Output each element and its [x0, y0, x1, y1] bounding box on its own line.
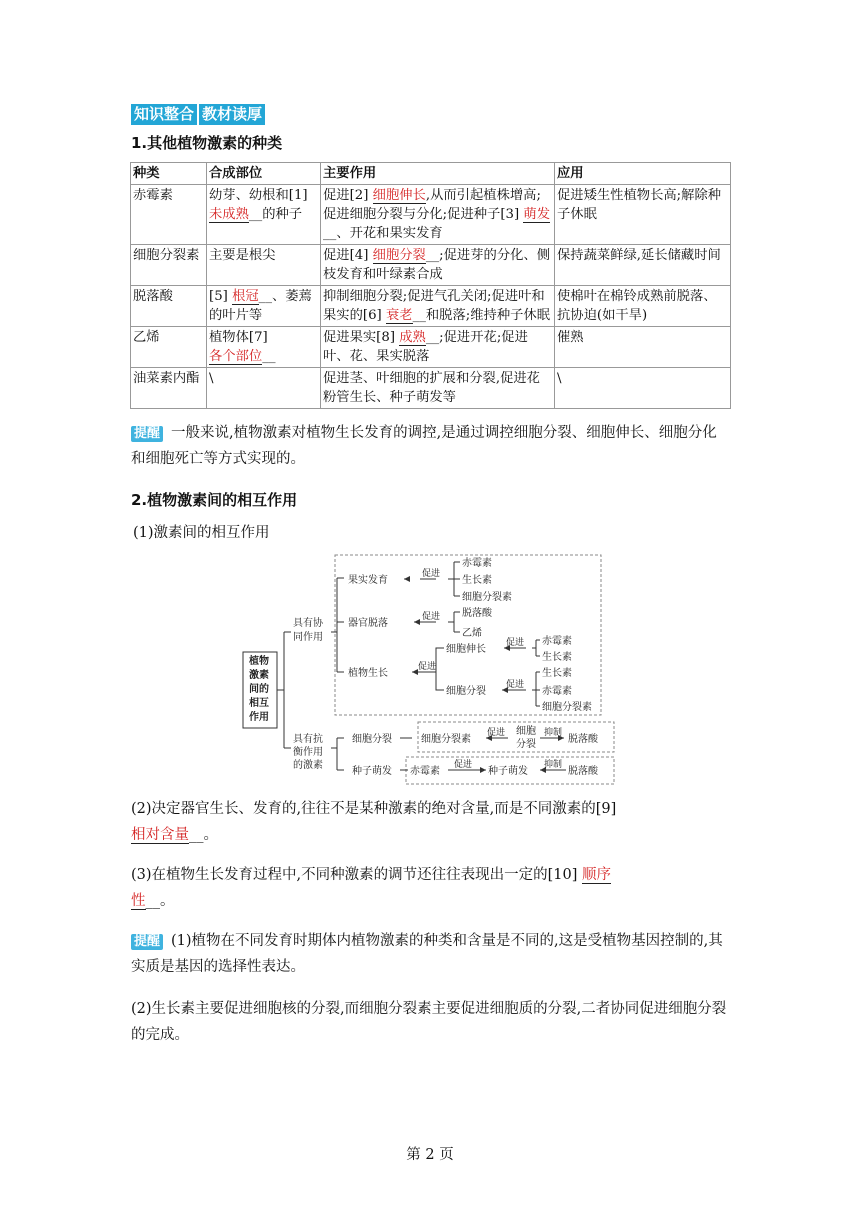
hormone-node: 生长素 — [462, 575, 492, 586]
answer-blank: 细胞分裂 — [372, 248, 426, 263]
header-cell: 主要作用 — [321, 163, 555, 185]
answer-blank: 成熟 — [399, 330, 426, 345]
function-cell: 促进果实[8] 成熟__;促进开花;促进叶、花、果实脱落 — [321, 327, 555, 368]
function-cell: 促进[2] 细胞伸长,从而引起植株增高;促进细胞分裂与分化;促进种子[3] 萌发__、开花和果实发育 — [321, 185, 555, 245]
hormone-node: 赤霉素 — [410, 766, 440, 777]
application-cell: 使棉叶在棉铃成熟前脱落、抗协迫(如干旱) — [555, 286, 731, 327]
paragraph-3: (3)在植物生长发育过程中,不同种激素的调节还往往表现出一定的[10] 顺序 性__。 — [131, 867, 612, 909]
kind-cell: 乙烯 — [131, 327, 207, 368]
application-cell: 催熟 — [555, 327, 731, 368]
application-cell: 促进矮生性植物长高;解除种子休眠 — [555, 185, 731, 245]
hormone-node: 细胞分裂素 — [421, 734, 471, 745]
function-cell: 抑制细胞分裂;促进气孔关闭;促进叶和果实的[6] 衰老__和脱落;维持种子休眠 — [321, 286, 555, 327]
kind-cell: 油菜素内酯 — [131, 368, 207, 409]
promote-label: 促进 — [454, 760, 473, 770]
tip-badge: 提醒 — [131, 934, 163, 950]
organ-node: 器官脱落 — [348, 618, 388, 629]
application-cell: 保持蔬菜鲜绿,延长储藏时间 — [555, 245, 731, 286]
subsection-1: (1)激素间的相互作用 — [133, 525, 270, 541]
table-row — [131, 245, 731, 286]
answer-blank: 根冠 — [232, 289, 259, 304]
hormone-node: 赤霉素 — [542, 686, 572, 697]
promote-label: 促进 — [422, 569, 441, 579]
antagonism-label: 衡作用 — [293, 747, 323, 758]
seed-center: 种子萌发 — [488, 766, 528, 777]
answer-blank: 衰老 — [385, 308, 413, 323]
tag-textbook: 教材读厚 — [199, 104, 265, 125]
tip-badge: 提醒 — [131, 426, 163, 442]
growth-node: 植物生长 — [348, 668, 388, 679]
site-cell: [5] 根冠__、萎蔫的叶片等 — [207, 286, 321, 327]
header-cell: 应用 — [555, 163, 731, 185]
function-cell: 促进[4] 细胞分裂__;促进芽的分化、侧枝发育和叶绿素合成 — [321, 245, 555, 286]
tip1-text: 一般来说,植物激素对植物生长发育的调控,是通过调控细胞分裂、细胞伸长、细胞分化和细胞死亡等方式实现的。 — [131, 425, 717, 467]
answer-blank: 未成熟 — [209, 207, 249, 222]
division-node: 细胞分裂 — [446, 686, 486, 697]
cell-division-center: 细胞 — [516, 726, 536, 737]
hormone-node: 赤霉素 — [462, 558, 492, 569]
tip2-paragraph-2 — [131, 996, 731, 1048]
hormone-node: 乙烯 — [462, 628, 482, 639]
table-row — [131, 286, 731, 327]
hormone-node: 细胞分裂素 — [462, 592, 512, 603]
antagonism-label: 的激素 — [293, 760, 323, 771]
hormone-table — [130, 162, 731, 409]
tag-knowledge: 知识整合 — [131, 104, 197, 125]
site-cell: \ — [207, 368, 321, 409]
fruit-node: 果实发育 — [348, 575, 388, 586]
kind-cell: 赤霉素 — [131, 185, 207, 245]
root-label: 间的 — [249, 684, 269, 695]
site-cell: 主要是根尖 — [207, 245, 321, 286]
paragraph-2: (2)决定器官生长、发育的,往往不是某种激素的绝对含量,而是不同激素的[9] 相对含量__。 — [131, 801, 617, 843]
hormone-node: 赤霉素 — [542, 636, 572, 647]
answer-blank: 顺序 — [582, 867, 612, 883]
promote-label: 促进 — [506, 638, 525, 648]
answer-blank: 相对含量 — [131, 827, 189, 843]
tip2-text2: (2)生长素主要促进细胞核的分裂,而细胞分裂素主要促进细胞质的分裂,二者协同促进细胞分裂的完成。 — [131, 1001, 727, 1043]
kind-cell: 脱落酸 — [131, 286, 207, 327]
table-header-row — [131, 163, 731, 185]
hormone-interaction-diagram — [240, 550, 620, 790]
cell-division-node: 细胞分裂 — [352, 734, 392, 745]
cell-division-center: 分裂 — [516, 739, 536, 750]
root-label: 相互 — [249, 698, 269, 709]
root-label: 植物 — [249, 656, 269, 667]
synergy-label: 具有协 — [293, 618, 323, 629]
tip1-paragraph — [131, 420, 731, 472]
section-header-tags — [131, 104, 267, 125]
hormone-node: 生长素 — [542, 652, 572, 663]
tip2-paragraph — [131, 928, 731, 980]
table-row — [131, 327, 731, 368]
function-cell: 促进茎、叶细胞的扩展和分裂,促进花粉管生长、种子萌发等 — [321, 368, 555, 409]
promote-label: 促进 — [487, 728, 506, 738]
answer-blank: 细胞伸长 — [372, 188, 426, 203]
antagonism-label: 具有抗 — [293, 734, 323, 745]
synergy-label: 同作用 — [293, 632, 323, 643]
hormone-node: 细胞分裂素 — [542, 702, 592, 713]
answer-blank: 各个部位 — [209, 349, 263, 364]
hormone-node: 脱落酸 — [462, 608, 492, 619]
promote-label: 促进 — [422, 612, 441, 622]
root-label: 激素 — [249, 670, 269, 681]
hormone-node: 生长素 — [542, 668, 572, 679]
answer-blank: 性 — [131, 893, 146, 909]
header-cell: 合成部位 — [207, 163, 321, 185]
seed-node: 种子萌发 — [352, 766, 392, 777]
root-label: 作用 — [249, 712, 269, 723]
inhibit-label: 抑制 — [544, 728, 563, 738]
inhibit-label: 抑制 — [544, 760, 563, 770]
tip2-text1: (1)植物在不同发育时期体内植物激素的种类和含量是不同的,这是受植物基因控制的,其实质是基因的选择性表达。 — [131, 933, 723, 975]
site-cell: 幼芽、幼根和[1]未成熟__的种子 — [207, 185, 321, 245]
hormone-node: 脱落酸 — [568, 734, 598, 745]
promote-label: 促进 — [418, 662, 437, 672]
hormone-node: 脱落酸 — [568, 766, 598, 777]
kind-cell: 细胞分裂素 — [131, 245, 207, 286]
elongation-node: 细胞伸长 — [446, 644, 486, 655]
promote-label: 促进 — [506, 680, 525, 690]
site-cell: 植物体[7] 各个部位__ — [207, 327, 321, 368]
answer-blank: 萌发 — [523, 207, 551, 222]
table-row — [131, 368, 731, 409]
application-cell: \ — [555, 368, 731, 409]
table-row — [131, 185, 731, 245]
section2-title: 2.植物激素间的相互作用 — [131, 491, 298, 509]
page-number: 第 2 页 — [406, 1147, 454, 1163]
header-cell: 种类 — [131, 163, 207, 185]
section1-title: 1.其他植物激素的种类 — [131, 134, 283, 152]
